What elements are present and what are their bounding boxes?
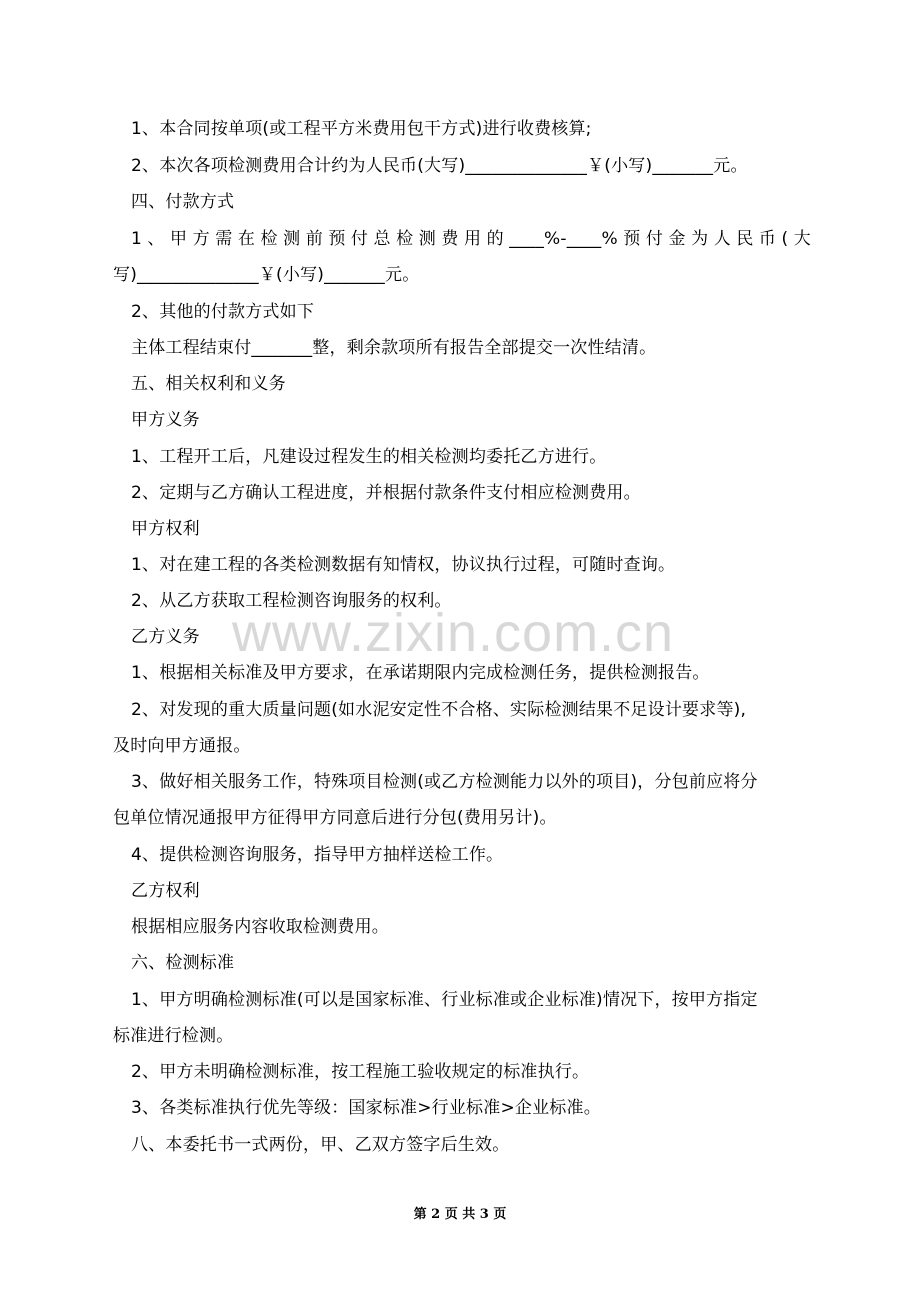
paragraph: 根据相应服务内容收取检测费用。 xyxy=(131,917,389,937)
paragraph: 1、对在建工程的各类检测数据有知情权，协议执行过程，可随时查询。 xyxy=(131,555,676,575)
paragraph: 3、做好相关服务工作，特殊项目检测(或乙方检测能力以外的项目)，分包前应将分 xyxy=(131,772,758,792)
paragraph: 3、各类标准执行优先等级：国家标准>行业标准>企业标准。 xyxy=(131,1098,601,1118)
paragraph: 2、甲方未明确检测标准，按工程施工验收规定的标准执行。 xyxy=(131,1062,590,1082)
paragraph: 主体工程结束付_______整，剩余款项所有报告全部提交一次性结清。 xyxy=(131,338,657,358)
paragraph: 2、对发现的重大质量问题(如水泥安定性不合格、实际检测结果不足设计要求等), xyxy=(131,700,747,720)
paragraph: 1、甲方需在检测前预付总检测费用的____%-____%预付金为人民币(大 xyxy=(131,229,811,249)
paragraph: 2、从乙方获取工程检测咨询服务的权利。 xyxy=(131,591,452,611)
paragraph: 4、提供检测咨询服务，指导甲方抽样送检工作。 xyxy=(131,845,504,865)
paragraph-continuation: 写)______________￥(小写)_______元。 xyxy=(113,265,420,285)
paragraph-continuation: 及时向甲方通报。 xyxy=(113,736,251,756)
paragraph: 1、甲方明确检测标准(可以是国家标准、行业标准或企业标准)情况下，按甲方指定 xyxy=(131,990,758,1010)
watermark: www.zixin.com.cn xyxy=(232,603,675,663)
paragraph: 2、定期与乙方确认工程进度，并根据付款条件支付相应检测费用。 xyxy=(131,483,641,503)
subheading: 甲方义务 xyxy=(131,410,200,430)
paragraph: 2、其他的付款方式如下 xyxy=(131,302,315,322)
paragraph: 2、本次各项检测费用合计约为人民币(大写)______________￥(小写)_______元。 xyxy=(131,156,748,176)
paragraph: 1、工程开工后，凡建设过程发生的相关检测均委托乙方进行。 xyxy=(131,447,607,467)
paragraph: 1、根据相关标准及甲方要求，在承诺期限内完成检测任务，提供检测报告。 xyxy=(131,663,710,683)
paragraph-continuation: 包单位情况通报甲方征得甲方同意后进行分包(费用另计)。 xyxy=(113,808,557,828)
subheading: 乙方义务 xyxy=(131,627,200,647)
section-heading: 六、检测标准 xyxy=(131,953,235,973)
section-heading: 五、相关权利和义务 xyxy=(131,374,286,394)
subheading: 乙方权利 xyxy=(131,881,200,901)
section-heading: 四、付款方式 xyxy=(131,192,235,212)
paragraph: 1、本合同按单项(或工程平方米费用包干方式)进行收费核算; xyxy=(131,119,592,139)
page-number-footer: 第 2 页 共 3 页 xyxy=(413,1207,507,1222)
subheading: 甲方权利 xyxy=(131,519,200,539)
paragraph-continuation: 标准进行检测。 xyxy=(113,1026,234,1046)
section-heading: 八、本委托书一式两份，甲、乙双方签字后生效。 xyxy=(131,1135,510,1155)
